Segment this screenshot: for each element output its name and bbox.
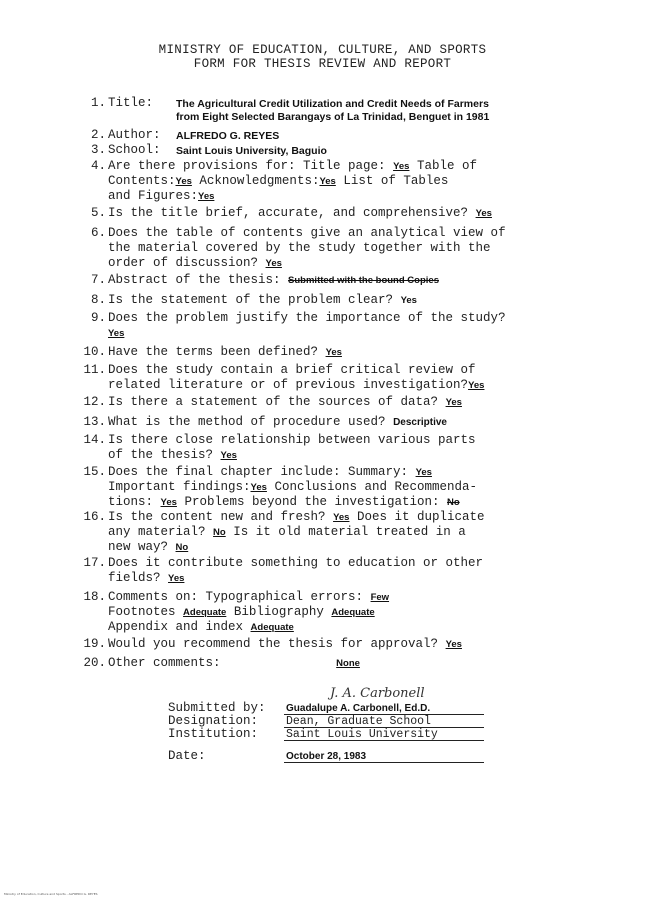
answer-q10: Yes — [325, 347, 342, 358]
date-row: Date: October 28, 1983 — [168, 749, 288, 764]
title-line1: The Agricultural Credit Utilization and Credit Needs of Farmers — [176, 98, 489, 110]
submitted-by-row: Submitted by: Guadalupe A. Carbonell, Ed.D. — [168, 701, 288, 716]
header-ministry: MINISTRY OF EDUCATION, CULTURE, AND SPORTS — [158, 43, 487, 57]
institution-value: Saint Louis University — [286, 728, 438, 741]
school-value: Saint Louis University, Baguio — [176, 145, 327, 157]
answer-q17: Yes — [168, 573, 185, 584]
answer-q12: Yes — [445, 397, 462, 408]
header-form-title: FORM FOR THESIS REVIEW AND REPORT — [193, 57, 452, 71]
answer-q5: Yes — [475, 208, 492, 219]
answer-duplicate: No — [213, 527, 226, 538]
answer-q11: Yes — [468, 380, 485, 391]
answer-typo-errors: Few — [370, 592, 390, 603]
designation-row: Designation: Dean, Graduate School — [168, 714, 288, 729]
answer-q19: Yes — [445, 639, 462, 650]
answer-q7: Submitted with the bound Copies — [288, 275, 439, 286]
answer-q20: None — [336, 658, 360, 669]
title-line2: from Eight Selected Barangays of La Trinidad, Benguet in 1981 — [176, 111, 490, 123]
institution-row: Institution: Saint Louis University — [168, 727, 288, 742]
footer-microtext: Ministry of Education, Culture and Sports - ALFREDO G. REYES — [4, 892, 98, 896]
date-value: October 28, 1983 — [286, 751, 367, 762]
author-value: ALFREDO G. REYES — [176, 130, 280, 142]
answer-q8: Yes — [400, 295, 417, 306]
answer-bibliography: Adequate — [331, 607, 375, 618]
answer-q6: Yes — [265, 258, 282, 269]
answer-contents: Yes — [175, 176, 192, 187]
submitted-by-value: Guadalupe A. Carbonell, Ed.D. — [286, 703, 431, 714]
answer-appendix: Adequate — [250, 622, 294, 633]
answer-figures: Yes — [198, 191, 215, 202]
designation-value: Dean, Graduate School — [286, 715, 431, 728]
answer-problems: No — [447, 497, 460, 508]
answer-footnotes: Adequate — [183, 607, 227, 618]
document-page: MINISTRY OF EDUCATION, CULTURE, AND SPORTS FORM FOR THESIS REVIEW AND REPORT 1. Title: The Agricultural Credit Utilization and Credit Needs of Farmers from Eight Selected Barangays of La Trinidad, Benguet in 1981 2. Author: ALFREDO G. REYES 3. School: Saint Louis University, Baguio 4. Are there provisions for: Title page: Yes Table of Contents:Yes Acknowledgments:Yes List of Tables and Figures:Yes 5. Is the title brief, accurate, and comprehensive? Yes 6. Does the table of contents give an analytical view of the material covered by the study together with the order of discussion? Yes 7. Abstract of the thesis: Submitted with the bound Copies 8. Is the statement of the problem clear? Yes 9. Does the problem justify the importance of the study? Yes 10. Have the terms been defined? Yes 11. Does the study contain a brief critical review of related literature or of previous investigation?Yes 12. Is there a statement of the sources of data? Yes 13. What is the method of procedure used? Descriptive 14. Is there close relationship between various parts of the thesis? Yes 15. Does the final chapter include: Summary: Yes Important findings:Yes Conclusions and Recommenda- tions: Yes Problems beyond the investigation: No 16. Is the content new and fresh? Yes Does it duplicate any material? No Is it old material treated in a new way? No 17. Does it contribute something to education or other fields? Yes 18. Comments on: Typographical errors: Few Footnotes Adequate Bibliography Adequate Appendix and index Adequate 19. Would you recommend the thesis for approval? Yes 20. Other comments: None J. A. Carbonell Submitted by: Guadalupe A. Carbonell, Ed.D. Designation: Dean, Graduate School Institution: Saint Louis University Date: October 28, 1983 Ministry of Education, Culture and Sports - ALFREDO G. REYES — [0, 0, 645, 900]
answer-findings: Yes — [250, 482, 267, 493]
answer-summary: Yes — [415, 467, 432, 478]
answer-q13: Descriptive — [393, 417, 447, 428]
answer-acknowledgments: Yes — [319, 176, 336, 187]
answer-title-page: Yes — [393, 161, 410, 172]
answer-q14: Yes — [220, 450, 237, 461]
answer-recommendations: Yes — [160, 497, 177, 508]
answer-new-fresh: Yes — [333, 512, 350, 523]
answer-old-material: No — [175, 542, 189, 553]
handwritten-signature: J. A. Carbonell — [330, 686, 425, 701]
answer-q9: Yes — [108, 328, 125, 339]
